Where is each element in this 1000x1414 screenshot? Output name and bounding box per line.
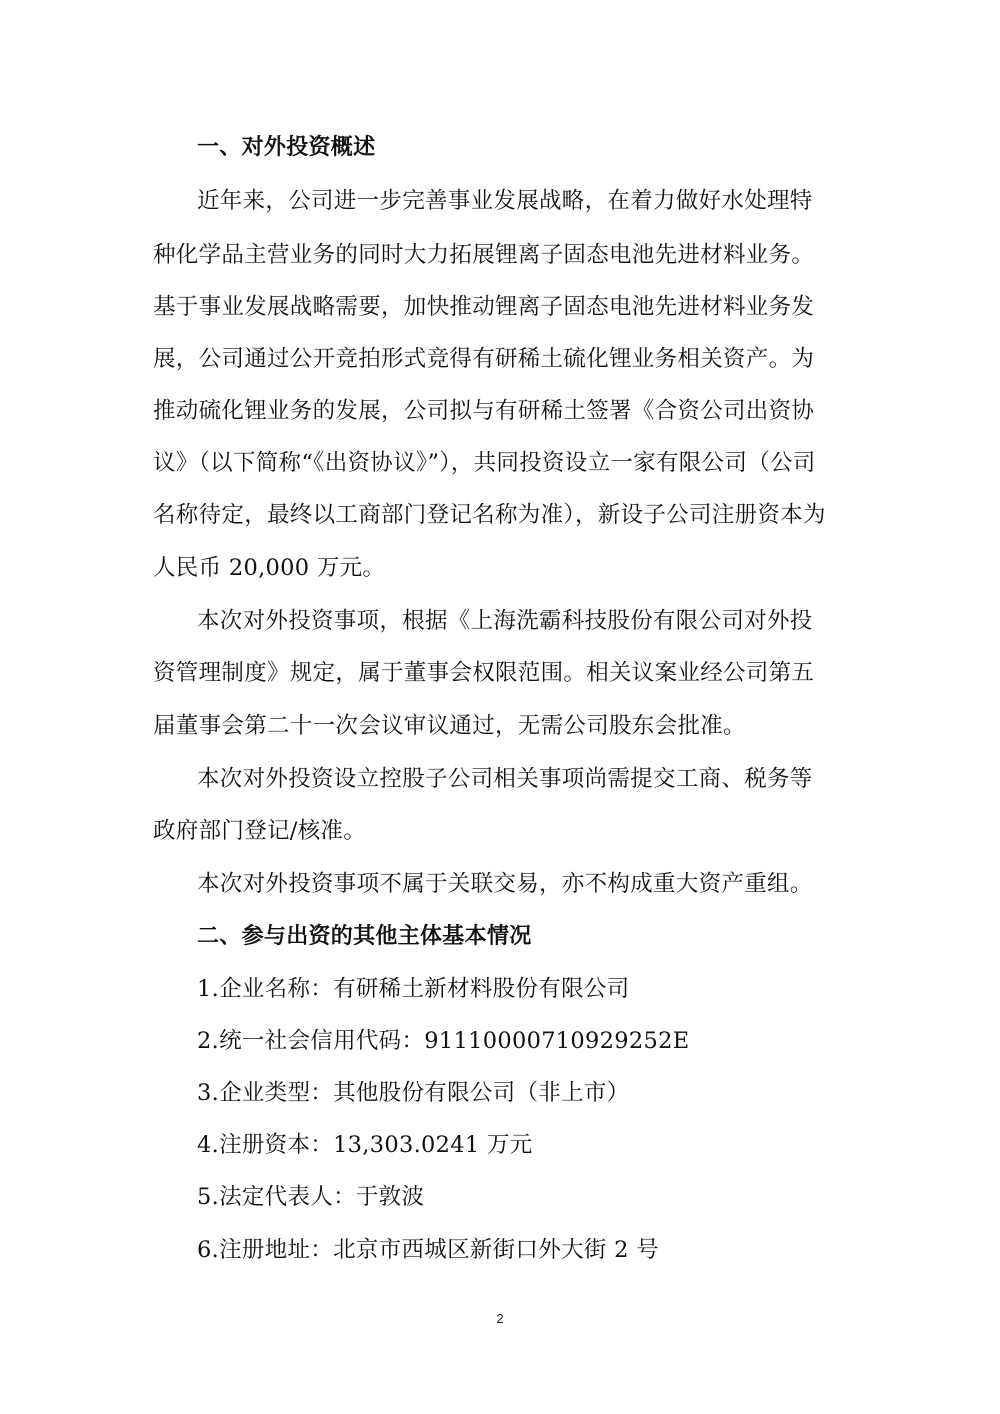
info-item-credit-code: 2.统一社会信用代码：91110000710929252E <box>197 1028 690 1054</box>
section-1-heading: 一、对外投资概述 <box>197 135 376 160</box>
paragraph-line: 种化学品主营业务的同时大力拓展锂离子固态电池先进材料业务。 <box>153 242 815 268</box>
paragraph-line: 展，公司通过公开竞拍形式竞得有研稀土硫化锂业务相关资产。为 <box>153 346 815 372</box>
paragraph-line: 人民币 20,000 万元。 <box>153 555 386 581</box>
info-item-registered-address: 6.注册地址：北京市西城区新街口外大街 2 号 <box>197 1237 659 1263</box>
paragraph-line: 本次对外投资事项，根据《上海洗霸科技股份有限公司对外投 <box>197 608 813 634</box>
info-item-legal-representative: 5.法定代表人：于敦波 <box>197 1184 425 1210</box>
paragraph-line: 本次对外投资设立控股子公司相关事项尚需提交工商、税务等 <box>197 766 813 792</box>
section-2-heading: 二、参与出资的其他主体基本情况 <box>197 924 532 949</box>
info-item-company-name: 1.企业名称：有研稀土新材料股份有限公司 <box>197 976 630 1002</box>
paragraph-line: 资管理制度》规定，属于董事会权限范围。相关议案业经公司第五 <box>153 660 815 686</box>
paragraph-line: 名称待定，最终以工商部门登记名称为准），新设子公司注册资本为 <box>153 502 826 528</box>
paragraph-line: 推动硫化锂业务的发展，公司拟与有研稀土签署《合资公司出资协 <box>153 398 815 424</box>
paragraph-line: 本次对外投资事项不属于关联交易，亦不构成重大资产重组。 <box>197 871 813 897</box>
info-item-registered-capital: 4.注册资本：13,303.0241 万元 <box>197 1132 533 1158</box>
info-item-company-type: 3.企业类型：其他股份有限公司（非上市） <box>197 1080 630 1106</box>
paragraph-line: 议》（以下简称“《出资协议》”），共同投资设立一家有限公司（公司 <box>153 450 816 476</box>
page-number: 2 <box>496 1311 504 1326</box>
paragraph-line: 政府部门登记/核准。 <box>153 818 367 844</box>
paragraph-line: 基于事业发展战略需要，加快推动锂离子固态电池先进材料业务发 <box>153 294 815 320</box>
paragraph-line: 届董事会第二十一次会议审议通过，无需公司股东会批准。 <box>153 713 746 739</box>
paragraph-line: 近年来，公司进一步完善事业发展战略，在着力做好水处理特 <box>197 188 813 214</box>
